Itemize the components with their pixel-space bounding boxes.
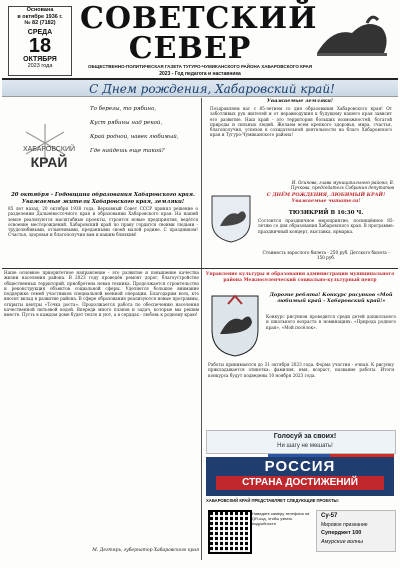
birthday-banner	[2, 80, 398, 97]
ticket-price: Стоимость взрослого билета - 250 руб. Детского билета - 150 руб.	[262, 250, 390, 260]
year: 2023 года	[27, 62, 53, 69]
right-article	[204, 98, 396, 268]
lower-right-column	[204, 270, 396, 560]
russia-subtitle: СТРАНА ДОСТИЖЕНИЙ	[216, 476, 384, 490]
greeting-title: Уважаемые земляки!	[266, 98, 334, 104]
month: ОКТЯБРЯ	[23, 55, 57, 63]
left-headline: 20 октября - Годовщина образования Хабаровского края. Уважаемые жители Хабаровского края, земляки!	[11, 192, 195, 205]
krai-logo	[8, 120, 82, 190]
promo-headline: С ДНЁМ РОЖДЕНИЯ, ЛЮБИМЫЙ КРАЙ! Уважаемые читатели!	[266, 192, 386, 204]
projects-box	[316, 510, 396, 552]
title-line-1: СОВЕТСКИЙ	[80, 1, 318, 36]
founded-line: Основана	[26, 7, 54, 13]
russia-ad	[206, 454, 394, 496]
coat-of-arms-icon	[208, 192, 254, 244]
lower-article	[4, 270, 199, 560]
newspaper-title	[80, 1, 318, 66]
project-su57-caption: Мировое признание	[321, 522, 368, 528]
project-amur: Амурские волны	[321, 539, 364, 545]
vote-ad	[206, 430, 396, 454]
poem-line: Куст рябины над рекой,	[90, 120, 163, 126]
issue-number: № 82 (7182)	[24, 20, 56, 26]
greeting-text: Поздравляем вас с 85-летием со дня образования Хабаровского края! От заботливых рук жителей и от неравнодушия к будущему нашего края зависит его развитие. Наш край - это территория больших возможностей, богатой природы и сильных людей. Желаем всем крепкого здоровья, мира, счастья, благополучия, успехов в созидательной деятельности на благо Хабаровского края и Тугуро-Чумиканского района!	[210, 106, 392, 138]
poem-line: Где найдешь еще такой?	[90, 148, 165, 154]
section-divider	[2, 268, 398, 269]
logo-small-text: ХАБАРОВСКИЙ	[22, 146, 76, 153]
day: 18	[28, 34, 52, 57]
left-body-text: 85 лет назад, 20 октября 1938 года, Верховный Совет СССР принял решение о разделении Дальневосточного края и образовании Хабаровского края. На нашей земле реализуются масштабные проекты, строятся новые предприятия, ведётся освоение месторождений. Хабаровский край по праву гордится своими людьми - трудолюбивыми, отзывчивыми, преданными своей малой родине. С праздником! Счастья, здоровья и благополучия вам и вашим близким!	[8, 206, 198, 238]
masthead	[2, 2, 398, 80]
qr-caption: Наведите камеру телефона на QR-код, чтобы узнать подробности	[252, 511, 310, 526]
footer-signature: М. Дегтярь, губернатор Хабаровского края	[92, 548, 199, 553]
weekday: СРЕДА	[27, 28, 53, 36]
flag-stripe	[206, 454, 394, 457]
event-time: ТЮЗИКРИЙ В 16:30 Ч.	[288, 210, 364, 216]
newspaper-subtitle: ОБЩЕСТВЕННО-ПОЛИТИЧЕСКАЯ ГАЗЕТА ТУГУРО-ЧУМИКАНСКОГО РАЙОНА ХАБАРОВСКОГО КРАЯ	[88, 64, 312, 69]
qr-code-icon[interactable]	[208, 510, 252, 554]
left-article	[4, 98, 199, 268]
year-motto: 2023 - Год педагога и наставника	[159, 71, 241, 77]
bear-emblem-icon	[312, 8, 392, 64]
vote-line-1: Голосуй за своих!	[273, 433, 337, 440]
greeting-signature: И. Осипова, глава муниципального района; В. Пучкова, председатель Собрания депутатов	[290, 180, 394, 190]
competition-rules: Работы принимаются до 31 октября 2023 года. Форма участия - очная. К рисунку прикладывается этикетка: фамилия, имя, возраст, название работы. Итоги конкурса будут подведены 10 ноября 2023 года.	[208, 362, 394, 378]
lower-body-text: Наше основное приоритетное направление - это развитие и повышение качества жизни населения района. В 2023 году проведён ремонт дорог, благоустройство общественных территорий, приобретена новая техника. Продолжается строительство и реконструкция объектов социальной сферы. Уделяется большое внимание поддержке семей участников специальной военной операции. Благодарим всех, кто вносит вклад в развитие района. В сфере образования реализуются новые программы, открыты центры «Точка роста». Продолжается работа по обеспечению населения качественной питьевой водой. Впереди много планов и задач, которые мы решим вместе. Пусть в каждом доме будет тепло и уют, а в сердцах - любовь к родному краю!	[4, 270, 199, 318]
poem-line: Край родной, навек любимый,	[90, 134, 179, 140]
poem	[90, 102, 198, 158]
russia-title: РОССИЯ	[264, 458, 336, 475]
logo-big-text: КРАЙ	[30, 154, 68, 170]
competition-organizer: Управление культуры и образования администрации муниципального района Межпоселенческий социально-культурный центр	[205, 272, 395, 283]
event-text: Состоится праздничное мероприятие, посвящённое 85-летию со дня образования Хабаровского края. В программе: праздничный концерт, выставка, ярмарка.	[258, 218, 394, 234]
founded-date: в октябре 1936 г.	[17, 13, 63, 20]
projects-heading: ХАБАРОВСКИЙ КРАЙ ПРЕДСТАВЛЯЕТ СЛЕДУЮЩИЕ ПРОЕКТЫ:	[206, 498, 340, 503]
project-superjet: Суперджет 100	[321, 530, 362, 536]
poem-line: То березы, то рябина,	[90, 106, 157, 112]
title-line-2: СЕВЕР	[128, 31, 252, 66]
competition-text: Конкурс рисунков проводится среди детей дошкольного и школьного возраста в номинациях: «Природа родного края», «Мой посёлок».	[266, 314, 396, 330]
project-su57: Су-57	[321, 513, 338, 519]
vote-line-2: Ни шагу не мешать!	[277, 443, 333, 449]
date-box	[8, 6, 72, 76]
banner-text: С Днем рождения, Хабаровский край!	[89, 82, 335, 96]
district-emblem-icon	[206, 290, 264, 360]
competition-title: Дорогие ребята! Конкурс рисунков «Мой любимый край - Хабаровский край!»	[269, 292, 393, 304]
column-divider	[201, 98, 202, 560]
